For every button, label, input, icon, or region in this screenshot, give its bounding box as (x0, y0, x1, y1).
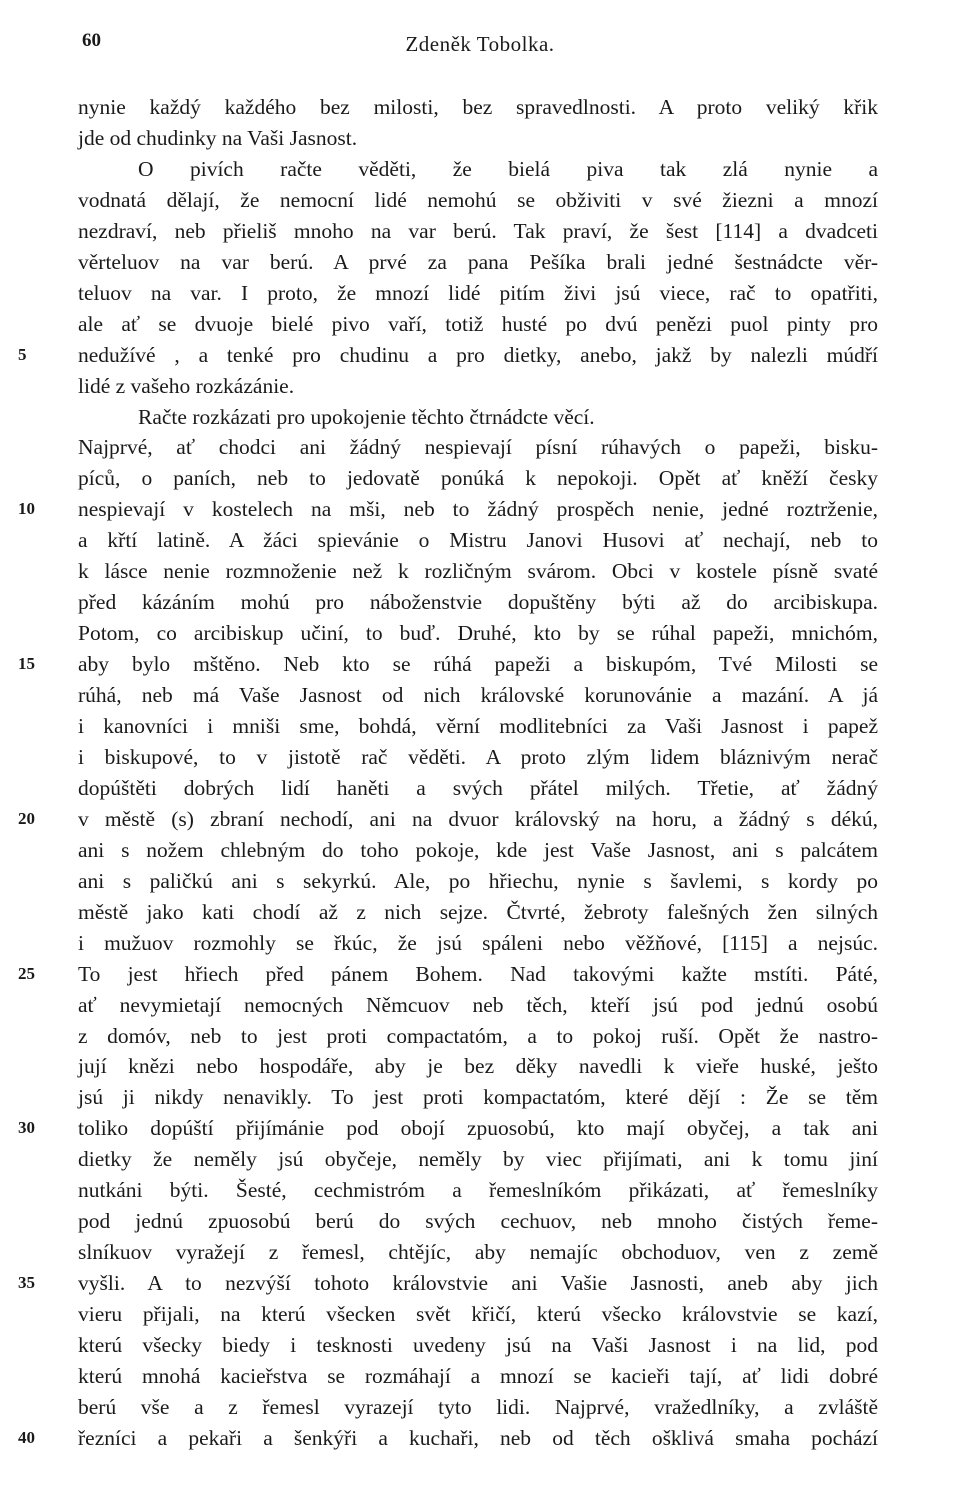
running-head: Zdeněk Tobolka. (405, 32, 555, 56)
text-line: i mužuov rozmohly se řkúc, že jsú spáleni nebo věžňové, [115] a nejsúc. (78, 931, 878, 955)
text-line: nespievají v kostelech na mši, neb to žádný prospěch nenie, jedné roztrženie, (78, 497, 878, 521)
text-line: slníkuov vyražejí z řemesl, chtějíc, aby nemajíc obchoduov, ven z země (78, 1240, 878, 1264)
text-line: a křtí latině. A žáci spievánie o Mistru Janovi Husovi ať nechají, neb to (78, 528, 878, 552)
line-number: 10 (18, 499, 35, 518)
text-line: nutkáni býti. Šesté, cechmistróm a řemeslníkóm přikázati, ať řemeslníky (78, 1178, 878, 1202)
line-number: 25 (18, 964, 35, 983)
text-line: z domóv, neb to jest proti compactatóm, a to pokoj ruší. Opět že nastro- (78, 1024, 878, 1048)
text-line: ať nevymietají nemocných Němcuov neb těch, kteří jsú pod jednú osobú (78, 993, 878, 1017)
line-number: 15 (18, 654, 35, 673)
text-line: k lásce nenie rozmnoženie než k rozličným svárom. Obci v kostele písně svaté (78, 559, 878, 583)
text-line: kterú všecky biedy i tesknosti uvedeny jsú na Vaši Jasnost i na lid, pod (78, 1333, 878, 1357)
line-number: 40 (18, 1428, 35, 1447)
text-line: Najprvé, ať chodci ani žádný nespievají písní rúhavých o papeži, bisku- (78, 435, 878, 459)
text-line: kterú mnohá kacieřstva se rozmáhají a mnozí se kacieři tají, ať lidi dobré (78, 1364, 878, 1388)
line-number: 30 (18, 1118, 35, 1137)
text-line: nynie každý každého bez milosti, bez spravedlnosti. A proto veliký křik (78, 95, 878, 119)
text-line: vodnatá dělají, že nemocní lidé nemohú se obživiti v své žiezni a mnozí (78, 188, 878, 212)
text-line: věrteluov na var berú. A prvé za pana Pešíka brali jedné šestnádcte věr- (78, 250, 878, 274)
text-line: dietky že neměly jsú obyčeje, neměly by viec přijímati, ani k tomu jiní (78, 1147, 878, 1171)
text-line: lidé z vašeho rozkázánie. (78, 374, 295, 398)
text-line: ale ať se dvuoje bielé pivo vaří, totiž husté po dvú penězi puol pinty pro (78, 312, 878, 336)
text-line: nezdraví, neb přieliš mnoho na var berú. Tak praví, že šest [114] a dvadceti (78, 219, 878, 243)
text-line: i kanovníci i mniši sme, bohdá, věrní modlitebníci za Vaši Jasnost i papež (78, 714, 878, 738)
text-line: dopúštěti dobrých lidí haněti a svých přátel milých. Třetie, ať žádný (78, 776, 878, 800)
text-line: jde od chudinky na Vaši Jasnost. (78, 126, 358, 150)
text-line: nedužívé , a tenké pro chudinu a pro dietky, anebo, jakž by nalezli múdří (78, 343, 878, 367)
text-line: ani s paličkú ani s sekyrkú. Ale, po hřiechu, nynie s šavlemi, s kordy po (78, 869, 878, 893)
text-line: rúhá, neb má Vaše Jasnost od nich královské korunovánie a mazání. A já (78, 683, 878, 707)
text-line: v městě (s) zbraní nechodí, ani na dvuor královský na horu, a žádný s dékú, (78, 807, 878, 831)
line-number: 35 (18, 1273, 35, 1292)
text-line: vyšli. A to nezvýší tohoto královstvie ani Vašie Jasnosti, aneb aby jich (78, 1271, 878, 1295)
text-line: před kázáním mohú pro náboženstvie dopuštěny býti až do arcibiskupa. (78, 590, 878, 614)
text-line: Račte rozkázati pro upokojenie těchto čtrnádcte věcí. (138, 405, 595, 429)
text-line: To jest hřiech před pánem Bohem. Nad takovými kažte mstíti. Páté, (78, 962, 878, 986)
text-line: Potom, co arcibiskup učiní, to buď. Druhé, kto by se rúhal papeži, mnichóm, (78, 621, 878, 645)
text-line: ani s nožem chlebným do toho pokoje, kde jest Vaše Jasnost, ani s palcátem (78, 838, 878, 862)
text-line: O pivích račte věděti, že bielá piva tak zlá nynie a (138, 157, 878, 181)
text-line: městě jako kati chodí až z nich sejze. Čtvrté, žebroty falešných žen silných (78, 900, 878, 924)
page-number: 60 (82, 30, 101, 51)
text-line: pod jednú zpuosobú berú do svých cechuov, neb mnoho čistých řeme- (78, 1209, 878, 1233)
text-line: jují knězi nebo hospodáře, aby je bez děky navedli k vieře huské, ješto (78, 1054, 878, 1078)
text-line: jsú ji nikdy nenavikly. To jest proti kompactatóm, které dějí : Že se těm (78, 1085, 878, 1109)
line-number: 5 (18, 345, 27, 364)
text-line: řezníci a pekaři a šenkýři a kuchaři, neb od těch ošklivá smaha pochází (78, 1426, 878, 1450)
text-line: aby bylo mštěno. Neb kto se rúhá papeži a biskupóm, Tvé Milosti se (78, 652, 878, 676)
text-line: teluov na var. I proto, že mnozí lidé pitím živi jsú viece, rač to opatřiti, (78, 281, 878, 305)
line-number: 20 (18, 809, 35, 828)
text-line: vieru přijali, na kterú všecken svět křičí, kterú všecko královstvie se kazí, (78, 1302, 878, 1326)
text-line: i biskupové, to v jistotě rač věděti. A proto zlým lidem bláznivým nerač (78, 745, 878, 769)
text-line: píců, o paních, neb to jedovatě ponúká k nepokoji. Opět ať kněží česky (78, 466, 878, 490)
text-line: berú vše a z řemesl vyrazejí tyto lidi. Najprvé, vražedlníky, a zvláště (78, 1395, 878, 1419)
text-line: toliko dopúští přijímánie pod obojí zpuosobú, kto mají obyčej, a tak ani (78, 1116, 878, 1140)
